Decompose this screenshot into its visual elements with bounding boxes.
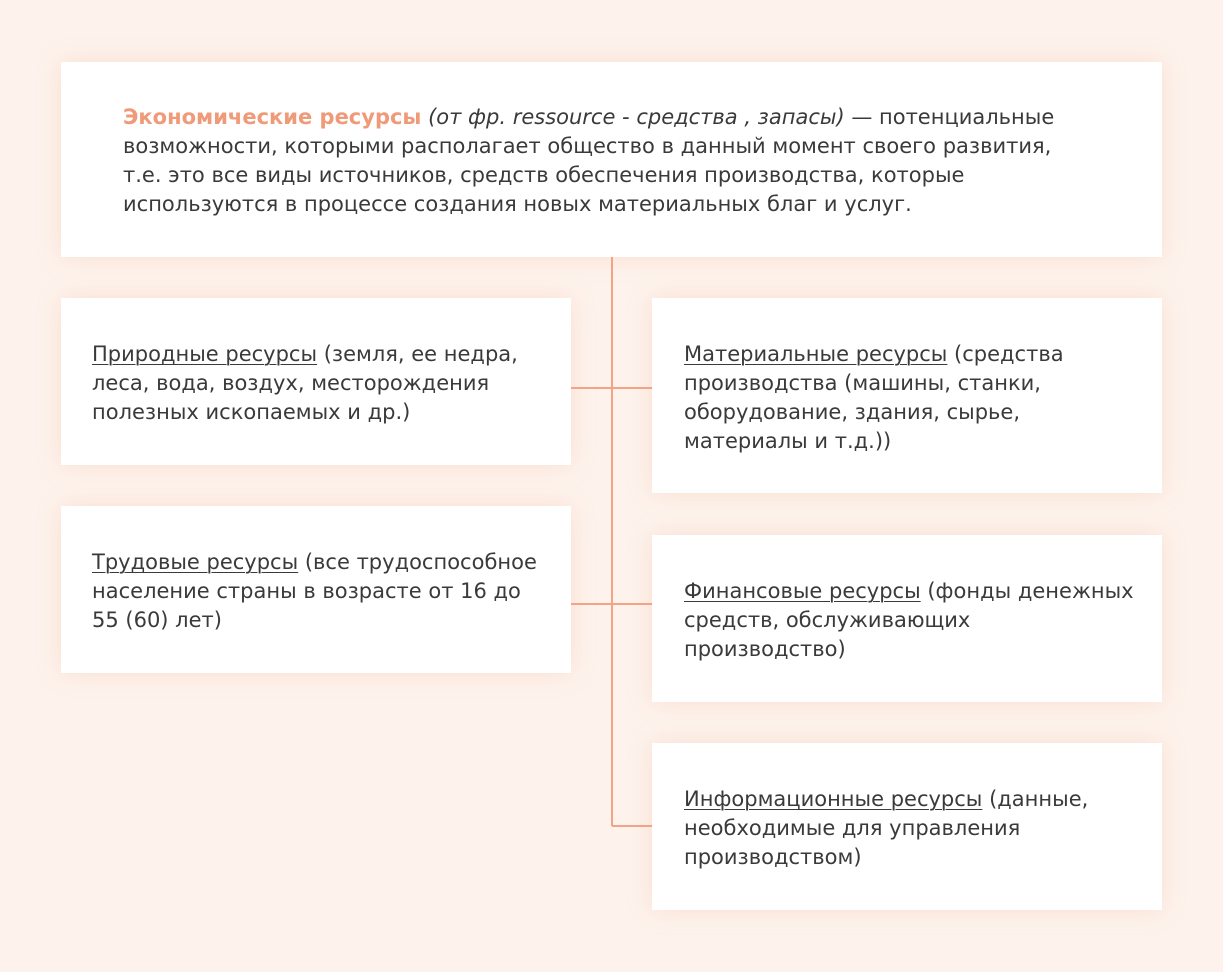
- main-term: Экономические ресурсы: [123, 105, 422, 129]
- financial-resources-term: Финансовые ресурсы: [684, 579, 921, 603]
- labor-resources-text: [92, 548, 542, 635]
- information-resources-text: [684, 785, 1134, 872]
- definition-body: — потенциальные возможности, которыми располагает общество в данный момент своего развития, т.е. это все виды источников, средств обеспечения производства, которые используются в процессе создания новых материальных благ и услуг.: [123, 105, 1055, 216]
- labor-resources-term: Трудовые ресурсы: [92, 550, 299, 574]
- material-resources-card: [652, 298, 1162, 493]
- natural-resources-term: Природные ресурсы: [92, 342, 318, 366]
- labor-resources-description: (все трудоспособное население страны в возрасте от 16 до 55 (60) лет): [92, 550, 537, 632]
- etymology: (от фр. ressource - средства , запасы): [428, 105, 845, 129]
- information-resources-description: (данные, необходимые для управления производством): [684, 787, 1089, 869]
- financial-resources-card: [652, 535, 1162, 702]
- material-resources-term: Материальные ресурсы: [684, 342, 948, 366]
- natural-resources-card: [61, 298, 571, 465]
- information-resources-term: Информационные ресурсы: [684, 787, 983, 811]
- material-resources-description: (средства производства (машины, станки, оборудование, здания, сырье, материалы и т.д.)): [684, 342, 1064, 453]
- labor-resources-card: [61, 506, 571, 673]
- material-resources-text: [684, 340, 1104, 456]
- definition-text: [123, 103, 1083, 219]
- definition-card: [61, 62, 1162, 257]
- financial-resources-description: (фонды денежных средств, обслуживающих производство): [684, 579, 1134, 661]
- natural-resources-description: (земля, ее недра, леса, вода, воздух, месторождения полезных ископаемых и др.): [92, 342, 518, 424]
- natural-resources-text: [92, 340, 542, 427]
- information-resources-card: [652, 743, 1162, 910]
- financial-resources-text: [684, 577, 1134, 664]
